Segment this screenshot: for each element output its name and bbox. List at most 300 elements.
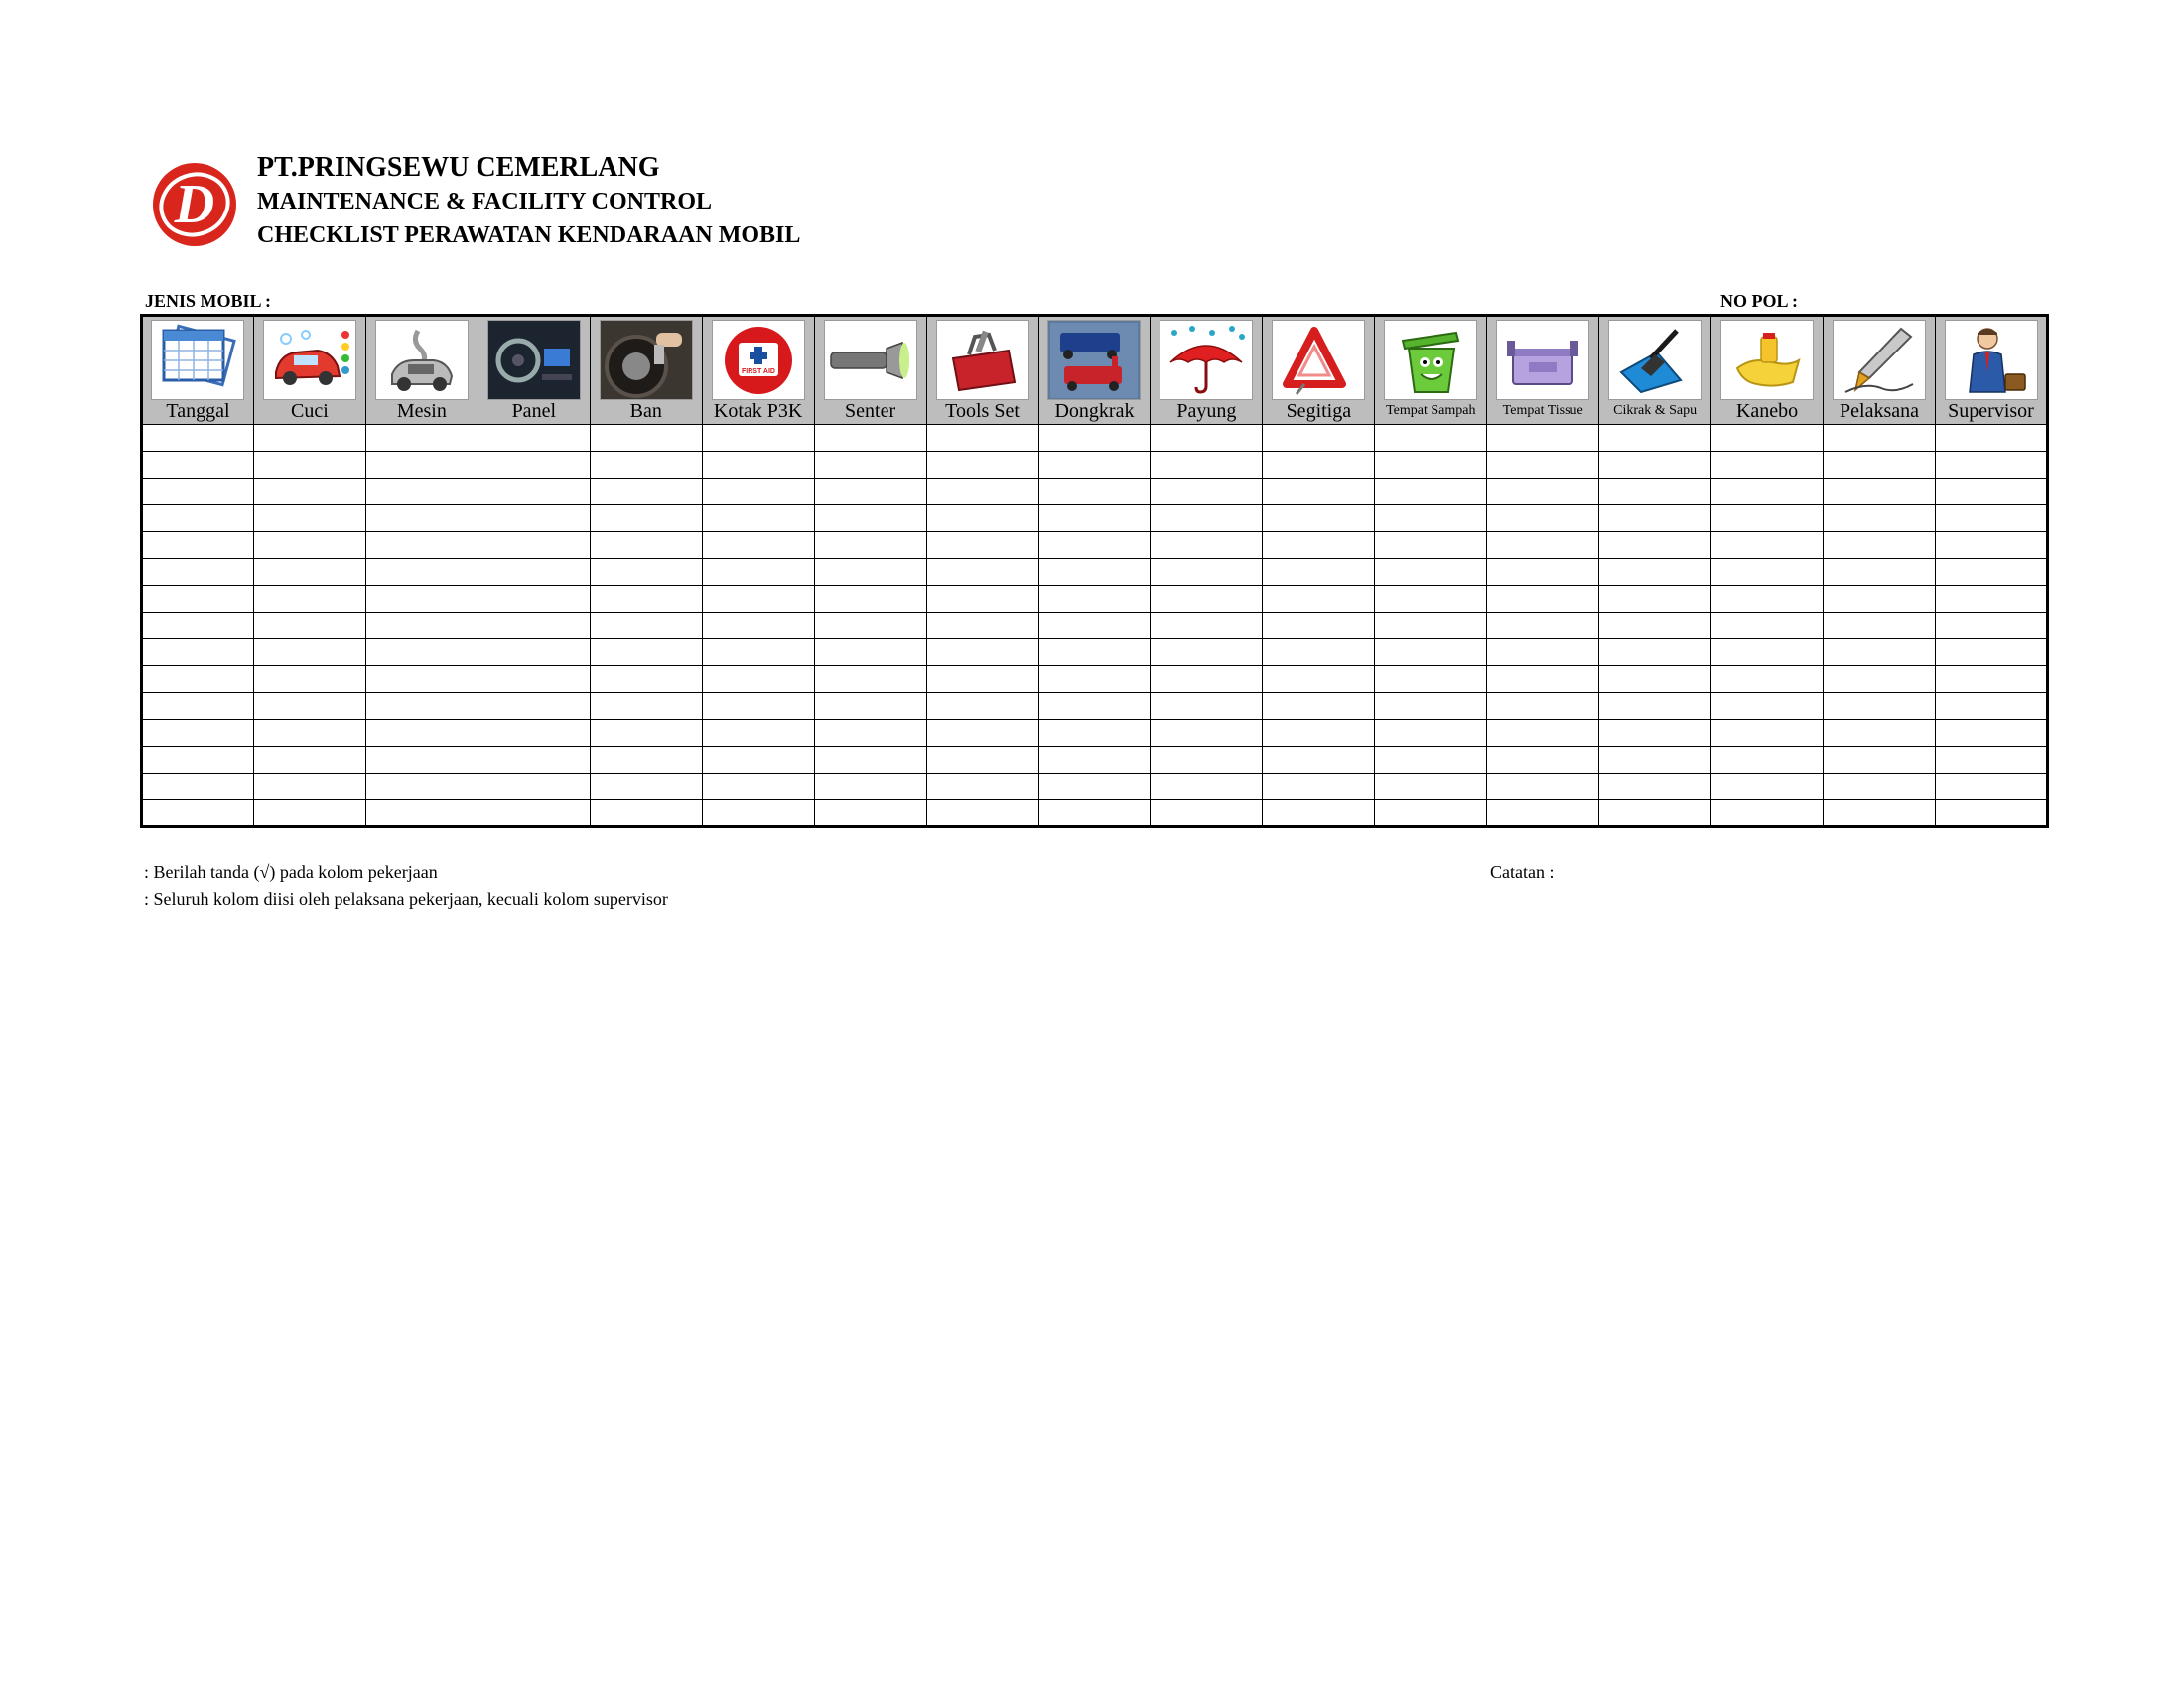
checklist-cell[interactable] xyxy=(253,693,365,720)
column-label: Tanggal xyxy=(166,400,230,423)
checklist-cell[interactable] xyxy=(1711,720,1824,747)
businessman-icon xyxy=(1948,323,2035,398)
checklist-cell[interactable] xyxy=(1936,532,2048,559)
checklist-cell[interactable] xyxy=(1711,666,1824,693)
checklist-cell[interactable] xyxy=(1487,800,1599,827)
checklist-cell[interactable] xyxy=(365,639,478,666)
checklist-cell[interactable] xyxy=(365,452,478,479)
checklist-cell[interactable] xyxy=(702,613,814,639)
table-row xyxy=(142,452,2048,479)
checklist-cell[interactable] xyxy=(1487,559,1599,586)
checklist-body xyxy=(142,425,2048,827)
checklist-cell[interactable] xyxy=(590,425,702,452)
checklist-cell[interactable] xyxy=(1151,639,1263,666)
table-row xyxy=(142,586,2048,613)
table-row xyxy=(142,693,2048,720)
checklist-cell[interactable] xyxy=(1936,693,2048,720)
checklist-cell[interactable] xyxy=(365,720,478,747)
checklist-cell[interactable] xyxy=(1711,479,1824,505)
checklist-cell[interactable] xyxy=(1038,639,1151,666)
checklist-cell[interactable] xyxy=(142,693,254,720)
checklist-cell[interactable] xyxy=(1263,586,1375,613)
checklist-cell[interactable] xyxy=(253,720,365,747)
checklist-cell[interactable] xyxy=(702,479,814,505)
checklist-cell[interactable] xyxy=(1263,747,1375,774)
checklist-cell[interactable] xyxy=(1038,425,1151,452)
checklist-cell[interactable] xyxy=(1711,532,1824,559)
checklist-cell[interactable] xyxy=(1263,613,1375,639)
checklist-cell[interactable] xyxy=(1936,613,2048,639)
checklist-cell[interactable] xyxy=(1263,452,1375,479)
checklist-cell[interactable] xyxy=(253,452,365,479)
checklist-cell[interactable] xyxy=(1599,452,1711,479)
checklist-cell[interactable] xyxy=(478,747,590,774)
checklist-cell[interactable] xyxy=(365,559,478,586)
checklist-cell[interactable] xyxy=(365,774,478,800)
checklist-cell[interactable] xyxy=(1151,720,1263,747)
checklist-cell[interactable] xyxy=(1263,479,1375,505)
checklist-cell[interactable] xyxy=(142,720,254,747)
checklist-cell[interactable] xyxy=(1824,532,1936,559)
pen-icon xyxy=(1836,323,1923,398)
checklist-cell[interactable] xyxy=(702,693,814,720)
checklist-cell[interactable] xyxy=(814,505,926,532)
checklist-cell[interactable] xyxy=(365,747,478,774)
checklist-cell[interactable] xyxy=(478,774,590,800)
checklist-cell[interactable] xyxy=(702,639,814,666)
checklist-cell[interactable] xyxy=(814,774,926,800)
checklist-cell[interactable] xyxy=(1487,613,1599,639)
checklist-cell[interactable] xyxy=(1599,800,1711,827)
checklist-cell[interactable] xyxy=(1599,505,1711,532)
checklist-cell[interactable] xyxy=(814,693,926,720)
checklist-cell[interactable] xyxy=(1375,479,1487,505)
column-label: Cikrak & Sapu xyxy=(1613,403,1698,419)
checklist-cell[interactable] xyxy=(365,613,478,639)
checklist-cell[interactable] xyxy=(814,639,926,666)
checklist-cell[interactable] xyxy=(1375,425,1487,452)
checklist-cell[interactable] xyxy=(814,720,926,747)
checklist-cell[interactable] xyxy=(1487,505,1599,532)
checklist-cell[interactable] xyxy=(142,479,254,505)
company-name: PT.PRINGSEWU CEMERLANG xyxy=(257,152,660,183)
checklist-cell[interactable] xyxy=(478,532,590,559)
checklist-cell[interactable] xyxy=(1487,693,1599,720)
checklist-cell[interactable] xyxy=(1487,666,1599,693)
column-label: Pelaksana xyxy=(1840,400,1920,423)
checklist-cell[interactable] xyxy=(1038,666,1151,693)
checklist-cell[interactable] xyxy=(1263,666,1375,693)
checklist-cell[interactable] xyxy=(1711,747,1824,774)
checklist-cell[interactable] xyxy=(1151,613,1263,639)
checklist-cell[interactable] xyxy=(1824,425,1936,452)
checklist-cell[interactable] xyxy=(1936,479,2048,505)
checklist-cell[interactable] xyxy=(365,532,478,559)
checklist-cell[interactable] xyxy=(142,774,254,800)
table-row xyxy=(142,613,2048,639)
checklist-cell[interactable] xyxy=(1151,479,1263,505)
checklist-cell[interactable] xyxy=(1151,532,1263,559)
checklist-cell[interactable] xyxy=(1711,586,1824,613)
checklist-cell[interactable] xyxy=(1599,666,1711,693)
checklist-cell[interactable] xyxy=(1824,693,1936,720)
checklist-cell[interactable] xyxy=(1038,800,1151,827)
table-row xyxy=(142,505,2048,532)
checklist-cell[interactable] xyxy=(142,747,254,774)
checklist-cell[interactable] xyxy=(590,720,702,747)
engine-icon xyxy=(378,323,466,398)
checklist-cell[interactable] xyxy=(1375,693,1487,720)
checklist-cell[interactable] xyxy=(1263,693,1375,720)
checklist-cell[interactable] xyxy=(702,559,814,586)
checklist-cell[interactable] xyxy=(1038,505,1151,532)
checklist-cell[interactable] xyxy=(702,720,814,747)
checklist-cell[interactable] xyxy=(253,747,365,774)
checklist-cell[interactable] xyxy=(1038,452,1151,479)
checklist-cell[interactable] xyxy=(1487,774,1599,800)
checklist-cell[interactable] xyxy=(253,800,365,827)
checklist-cell[interactable] xyxy=(1038,693,1151,720)
table-row xyxy=(142,774,2048,800)
checklist-cell[interactable] xyxy=(1263,639,1375,666)
checklist-cell[interactable] xyxy=(478,613,590,639)
umbrella-icon xyxy=(1162,323,1250,398)
checklist-cell[interactable] xyxy=(1151,800,1263,827)
checklist-cell[interactable] xyxy=(590,639,702,666)
checklist-cell[interactable] xyxy=(1487,425,1599,452)
checklist-cell[interactable] xyxy=(1487,720,1599,747)
checklist-cell[interactable] xyxy=(478,425,590,452)
dustpan-broom-icon xyxy=(1611,323,1699,398)
flashlight-icon xyxy=(827,323,914,398)
checklist-cell[interactable] xyxy=(478,505,590,532)
checklist-cell[interactable] xyxy=(1038,532,1151,559)
checklist-cell[interactable] xyxy=(142,613,254,639)
checklist-cell[interactable] xyxy=(478,479,590,505)
checklist-cell[interactable] xyxy=(1375,505,1487,532)
instruction-note-2: : Seluruh kolom diisi oleh pelaksana pekerjaan, kecuali kolom supervisor xyxy=(144,889,668,909)
checklist-cell[interactable] xyxy=(814,452,926,479)
checklist-cell[interactable] xyxy=(142,425,254,452)
checklist-cell[interactable] xyxy=(926,666,1038,693)
checklist-cell[interactable] xyxy=(253,505,365,532)
chamois-icon xyxy=(1723,323,1811,398)
checklist-cell[interactable] xyxy=(1599,532,1711,559)
checklist-cell[interactable] xyxy=(1824,452,1936,479)
checklist-cell[interactable] xyxy=(1375,800,1487,827)
checklist-cell[interactable] xyxy=(1375,720,1487,747)
checklist-cell[interactable] xyxy=(590,586,702,613)
checklist-cell[interactable] xyxy=(1599,586,1711,613)
checklist-cell[interactable] xyxy=(1599,747,1711,774)
checklist-cell[interactable] xyxy=(1375,666,1487,693)
checklist-cell[interactable] xyxy=(142,800,254,827)
checklist-cell[interactable] xyxy=(590,505,702,532)
checklist-cell[interactable] xyxy=(365,505,478,532)
checklist-cell[interactable] xyxy=(1824,479,1936,505)
checklist-cell[interactable] xyxy=(1599,774,1711,800)
checklist-cell[interactable] xyxy=(814,586,926,613)
checklist-cell[interactable] xyxy=(1375,639,1487,666)
catatan-label: Catatan : xyxy=(1490,862,1555,882)
checklist-cell[interactable] xyxy=(1711,505,1824,532)
title-block xyxy=(257,151,800,252)
checklist-cell[interactable] xyxy=(478,452,590,479)
checklist-cell[interactable] xyxy=(142,505,254,532)
checklist-cell[interactable] xyxy=(814,666,926,693)
checklist-cell[interactable] xyxy=(814,613,926,639)
checklist-cell[interactable] xyxy=(253,559,365,586)
checklist-cell[interactable] xyxy=(926,425,1038,452)
checklist-cell[interactable] xyxy=(142,586,254,613)
table-row xyxy=(142,425,2048,452)
column-label: Kanebo xyxy=(1735,400,1799,423)
checklist-cell[interactable] xyxy=(142,452,254,479)
checklist-cell[interactable] xyxy=(1936,559,2048,586)
checklist-cell[interactable] xyxy=(814,425,926,452)
checklist-cell[interactable] xyxy=(478,559,590,586)
checklist-cell[interactable] xyxy=(814,479,926,505)
checklist-cell[interactable] xyxy=(926,586,1038,613)
checklist-cell[interactable] xyxy=(1487,639,1599,666)
checklist-cell[interactable] xyxy=(590,774,702,800)
column-label: Ban xyxy=(629,400,662,423)
checklist-cell[interactable] xyxy=(1824,747,1936,774)
checklist-cell[interactable] xyxy=(702,452,814,479)
checklist-cell[interactable] xyxy=(926,452,1038,479)
checklist-cell[interactable] xyxy=(926,505,1038,532)
checklist-cell[interactable] xyxy=(142,532,254,559)
table-row xyxy=(142,800,2048,827)
checklist-cell[interactable] xyxy=(1151,559,1263,586)
col-senter xyxy=(814,316,926,425)
checklist-cell[interactable] xyxy=(1936,639,2048,666)
checklist-cell[interactable] xyxy=(814,559,926,586)
checklist-cell[interactable] xyxy=(590,693,702,720)
checklist-cell[interactable] xyxy=(365,586,478,613)
col-mesin xyxy=(365,316,478,425)
checklist-cell[interactable] xyxy=(1263,532,1375,559)
checklist-cell[interactable] xyxy=(1936,666,2048,693)
checklist-cell[interactable] xyxy=(814,800,926,827)
checklist-cell[interactable] xyxy=(926,639,1038,666)
checklist-cell[interactable] xyxy=(1824,666,1936,693)
checklist-cell[interactable] xyxy=(1711,800,1824,827)
checklist-cell[interactable] xyxy=(702,586,814,613)
checklist-cell[interactable] xyxy=(1151,505,1263,532)
checklist-cell[interactable] xyxy=(1936,586,2048,613)
column-label: Cuci xyxy=(291,400,329,423)
column-label: Tools Set xyxy=(945,400,1020,423)
checklist-cell[interactable] xyxy=(1263,425,1375,452)
checklist-cell[interactable] xyxy=(814,532,926,559)
checklist-cell[interactable] xyxy=(142,639,254,666)
checklist-cell[interactable] xyxy=(1151,693,1263,720)
checklist-cell[interactable] xyxy=(1936,800,2048,827)
checklist-cell[interactable] xyxy=(253,479,365,505)
checklist-cell[interactable] xyxy=(926,720,1038,747)
checklist-cell[interactable] xyxy=(702,747,814,774)
checklist-cell[interactable] xyxy=(478,720,590,747)
checklist-cell[interactable] xyxy=(590,800,702,827)
checklist-cell[interactable] xyxy=(926,800,1038,827)
checklist-cell[interactable] xyxy=(1599,559,1711,586)
column-label: Payung xyxy=(1176,400,1237,423)
checklist-cell[interactable] xyxy=(1824,639,1936,666)
checklist-cell[interactable] xyxy=(1711,425,1824,452)
checklist-cell[interactable] xyxy=(1599,613,1711,639)
checklist-cell[interactable] xyxy=(926,479,1038,505)
column-label: Senter xyxy=(845,400,896,423)
checklist-cell[interactable] xyxy=(365,479,478,505)
checklist-cell[interactable] xyxy=(1375,613,1487,639)
checklist-cell[interactable] xyxy=(926,613,1038,639)
checklist-cell[interactable] xyxy=(590,747,702,774)
column-label: Dongkrak xyxy=(1054,400,1135,423)
checklist-cell[interactable] xyxy=(702,505,814,532)
checklist-cell[interactable] xyxy=(1936,720,2048,747)
checklist-cell[interactable] xyxy=(814,747,926,774)
checklist-cell[interactable] xyxy=(1824,774,1936,800)
table-row xyxy=(142,666,2048,693)
checklist-cell[interactable] xyxy=(1936,452,2048,479)
checklist-cell[interactable] xyxy=(702,800,814,827)
checklist-cell[interactable] xyxy=(253,613,365,639)
checklist-cell[interactable] xyxy=(1711,613,1824,639)
form-title: CHECKLIST PERAWATAN KENDARAAN MOBIL xyxy=(257,222,801,248)
calendar-icon xyxy=(154,323,241,398)
checklist-cell[interactable] xyxy=(365,693,478,720)
checklist-cell[interactable] xyxy=(1936,425,2048,452)
checklist-cell[interactable] xyxy=(253,425,365,452)
checklist-cell[interactable] xyxy=(702,425,814,452)
checklist-cell[interactable] xyxy=(590,452,702,479)
checklist-cell[interactable] xyxy=(1487,532,1599,559)
checklist-cell[interactable] xyxy=(142,559,254,586)
checklist-cell[interactable] xyxy=(1151,774,1263,800)
checklist-cell[interactable] xyxy=(478,586,590,613)
checklist-cell[interactable] xyxy=(1487,747,1599,774)
checklist-cell[interactable] xyxy=(1263,505,1375,532)
checklist-cell[interactable] xyxy=(365,425,478,452)
checklist-cell[interactable] xyxy=(702,774,814,800)
checklist-cell[interactable] xyxy=(590,559,702,586)
checklist-cell[interactable] xyxy=(1599,693,1711,720)
checklist-cell[interactable] xyxy=(1936,774,2048,800)
company-logo xyxy=(149,159,240,250)
checklist-cell[interactable] xyxy=(253,586,365,613)
checklist-cell[interactable] xyxy=(1038,747,1151,774)
checklist-cell[interactable] xyxy=(1263,559,1375,586)
checklist-cell[interactable] xyxy=(1263,800,1375,827)
checklist-cell[interactable] xyxy=(142,666,254,693)
checklist-cell[interactable] xyxy=(365,666,478,693)
checklist-cell[interactable] xyxy=(1711,559,1824,586)
checklist-cell[interactable] xyxy=(253,532,365,559)
checklist-cell[interactable] xyxy=(1038,720,1151,747)
column-label: Tempat Tissue xyxy=(1502,403,1583,419)
column-label: Tempat Sampah xyxy=(1386,403,1476,419)
checklist-cell[interactable] xyxy=(1599,639,1711,666)
checklist-cell[interactable] xyxy=(1487,452,1599,479)
checklist-cell[interactable] xyxy=(1711,693,1824,720)
checklist-cell[interactable] xyxy=(1375,452,1487,479)
col-pelaksana xyxy=(1824,316,1936,425)
checklist-cell[interactable] xyxy=(365,800,478,827)
checklist-cell[interactable] xyxy=(1711,639,1824,666)
checklist-cell[interactable] xyxy=(926,774,1038,800)
checklist-cell[interactable] xyxy=(1375,774,1487,800)
checklist-cell[interactable] xyxy=(1824,613,1936,639)
checklist-cell[interactable] xyxy=(1151,586,1263,613)
checklist-cell[interactable] xyxy=(478,639,590,666)
checklist-cell[interactable] xyxy=(1599,425,1711,452)
checklist-cell[interactable] xyxy=(478,800,590,827)
checklist-cell[interactable] xyxy=(590,532,702,559)
checklist-cell[interactable] xyxy=(590,666,702,693)
checklist-cell[interactable] xyxy=(926,559,1038,586)
checklist-cell[interactable] xyxy=(1038,774,1151,800)
checklist-cell[interactable] xyxy=(1038,586,1151,613)
checklist-cell[interactable] xyxy=(1263,720,1375,747)
checklist-cell[interactable] xyxy=(1151,666,1263,693)
checklist-cell[interactable] xyxy=(1599,479,1711,505)
checklist-cell[interactable] xyxy=(1151,425,1263,452)
checklist-cell[interactable] xyxy=(1711,774,1824,800)
checklist-cell[interactable] xyxy=(926,747,1038,774)
checklist-cell[interactable] xyxy=(1375,747,1487,774)
checklist-cell[interactable] xyxy=(926,693,1038,720)
checklist-cell[interactable] xyxy=(1599,720,1711,747)
checklist-cell[interactable] xyxy=(590,479,702,505)
checklist-cell[interactable] xyxy=(702,532,814,559)
checklist-cell[interactable] xyxy=(590,613,702,639)
checklist-cell[interactable] xyxy=(1824,559,1936,586)
checklist-cell[interactable] xyxy=(926,532,1038,559)
checklist-cell[interactable] xyxy=(1151,452,1263,479)
car-wash-icon xyxy=(266,323,353,398)
checklist-cell[interactable] xyxy=(1038,479,1151,505)
checklist-cell[interactable] xyxy=(253,774,365,800)
checklist-cell[interactable] xyxy=(1375,559,1487,586)
checklist-cell[interactable] xyxy=(1824,586,1936,613)
checklist-cell[interactable] xyxy=(1263,774,1375,800)
checklist-cell[interactable] xyxy=(1487,479,1599,505)
table-row xyxy=(142,639,2048,666)
checklist-cell[interactable] xyxy=(1824,720,1936,747)
department-title: MAINTENANCE & FACILITY CONTROL xyxy=(257,189,713,214)
checklist-cell[interactable] xyxy=(1824,505,1936,532)
checklist-cell[interactable] xyxy=(478,693,590,720)
checklist-cell[interactable] xyxy=(1824,800,1936,827)
checklist-cell[interactable] xyxy=(1936,747,2048,774)
checklist-cell[interactable] xyxy=(253,639,365,666)
checklist-cell[interactable] xyxy=(478,666,590,693)
tissue-box-icon xyxy=(1499,323,1586,398)
checklist-cell[interactable] xyxy=(1487,586,1599,613)
checklist-cell[interactable] xyxy=(1038,559,1151,586)
checklist-cell[interactable] xyxy=(1038,613,1151,639)
checklist-cell[interactable] xyxy=(1375,586,1487,613)
checklist-cell[interactable] xyxy=(1151,747,1263,774)
checklist-cell[interactable] xyxy=(253,666,365,693)
checklist-cell[interactable] xyxy=(1711,452,1824,479)
checklist-cell[interactable] xyxy=(702,666,814,693)
checklist-cell[interactable] xyxy=(1375,532,1487,559)
checklist-cell[interactable] xyxy=(1936,505,2048,532)
toolbox-icon xyxy=(939,323,1026,398)
col-cikrak-sapu xyxy=(1599,316,1711,425)
